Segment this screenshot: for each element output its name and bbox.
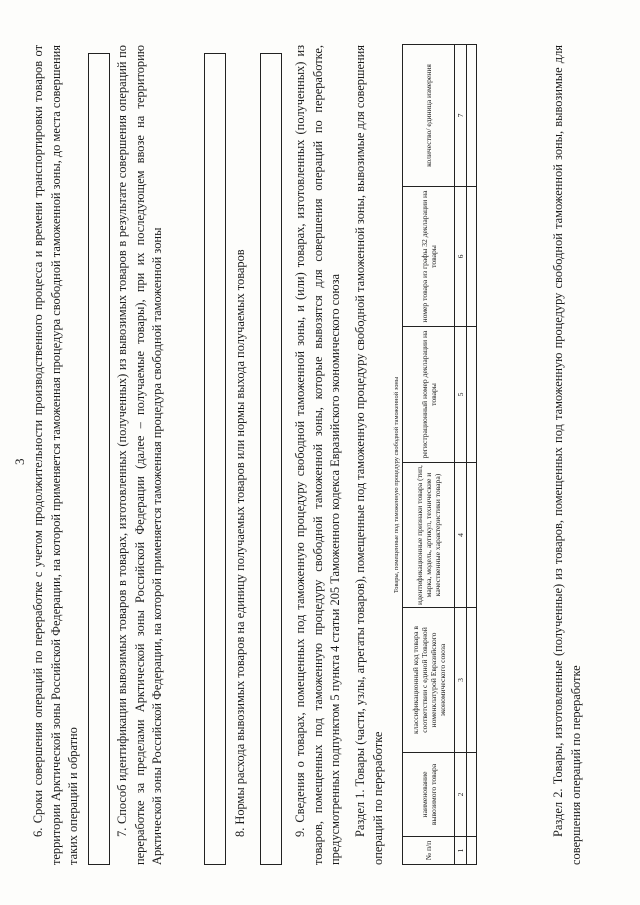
goods-table [402, 44, 477, 865]
col-header-identification: идентификационные признаки товара (тип, марка, модель, артикул, технические и качественные характеристики товара) [403, 463, 455, 608]
table-cell[interactable] [467, 45, 477, 187]
section-7-answer-field[interactable] [204, 53, 226, 865]
table-row[interactable] [467, 45, 477, 865]
section-6-answer-field[interactable] [88, 53, 110, 865]
table-cell[interactable] [467, 187, 477, 327]
col-number-1: 1 [455, 837, 467, 865]
col-header-item-number: номер товара из графы 32 декларации на товары [403, 187, 455, 327]
col-header-name: наименование вывозимого товара [403, 753, 455, 837]
section-8-answer-field[interactable] [260, 53, 282, 865]
col-number-6: 6 [455, 187, 467, 327]
col-number-2: 2 [455, 753, 467, 837]
table-header-row [403, 45, 455, 865]
section-6-text: 6. Сроки совершения операций по переработке с учетом продолжительности производственного процесса и времени транспортировки товаров от территории Арктической зоны Российской Федерации, на которой применяется таможенная процедура свободной таможенной зоны, до места совершения таких операций и обратно [31, 45, 81, 865]
col-number-5: 5 [455, 327, 467, 463]
section-8-text: 8. Нормы расхода вывозимых товаров на единицу получаемых товаров или нормы выхода получаемых товаров [233, 249, 247, 837]
table-cell[interactable] [467, 837, 477, 865]
col-header-quantity: количество/ единица измерения [403, 45, 455, 187]
razdel-2-text: Раздел 2. Товары, изготовленные (полученные) из товаров, помещенных под таможенную процедуру свободной таможенной зоны, вывозимые для совершения операций по переработке [551, 45, 583, 865]
section-9-text: 9. Сведения о товарах, помещенных под таможенную процедуру свободной таможенной зоны, и (или) товарах, изготовленных (полученных) из товаров, помещенных под таможенную процедуру свободной таможенной зоны, которые вывозятся для совершения операций по переработке, предусмотренных подпунктом 5 пункта 4 статьи 205 Таможенного кодекса Евразийского экономического союза [293, 45, 343, 865]
table-cell[interactable] [467, 327, 477, 463]
table-cell[interactable] [467, 753, 477, 837]
col-number-7: 7 [455, 45, 467, 187]
page-number: 3 [12, 458, 27, 465]
table-cell[interactable] [467, 608, 477, 753]
section-7-text: 7. Способ идентификации вывозимых товаров в товарах, изготовленных (полученных) из вывозимых товаров в результате совершения операций по переработке за пределами Арктической зоны Российской Федерации (далее – получаемые товары), при их последующем ввозе на территорию Арктической зоны Российской Федерации, на которой применяется таможенная процедура свободной таможенной зоны [115, 45, 165, 865]
razdel-1-text: Раздел 1. Товары (части, узлы, агрегаты товаров), помещенные под таможенную процедуру свободной таможенной зоны, вывозимые для совершения операций по переработке [353, 45, 385, 865]
col-number-3: 3 [455, 608, 467, 753]
table-cell[interactable] [467, 463, 477, 608]
col-header-declaration-number: регистрационный номер декларации на товары [403, 327, 455, 463]
col-number-4: 4 [455, 463, 467, 608]
col-header-number: № п/п [403, 837, 455, 865]
table-column-number-row [455, 45, 467, 865]
col-header-classification-code: классификационный код товара в соответствии с единой Товарной номенклатурой Евразийского экономического союза [403, 608, 455, 753]
table-caption: Товары, помещенные под таможенную процедуру свободной таможенной зоны [393, 376, 400, 594]
